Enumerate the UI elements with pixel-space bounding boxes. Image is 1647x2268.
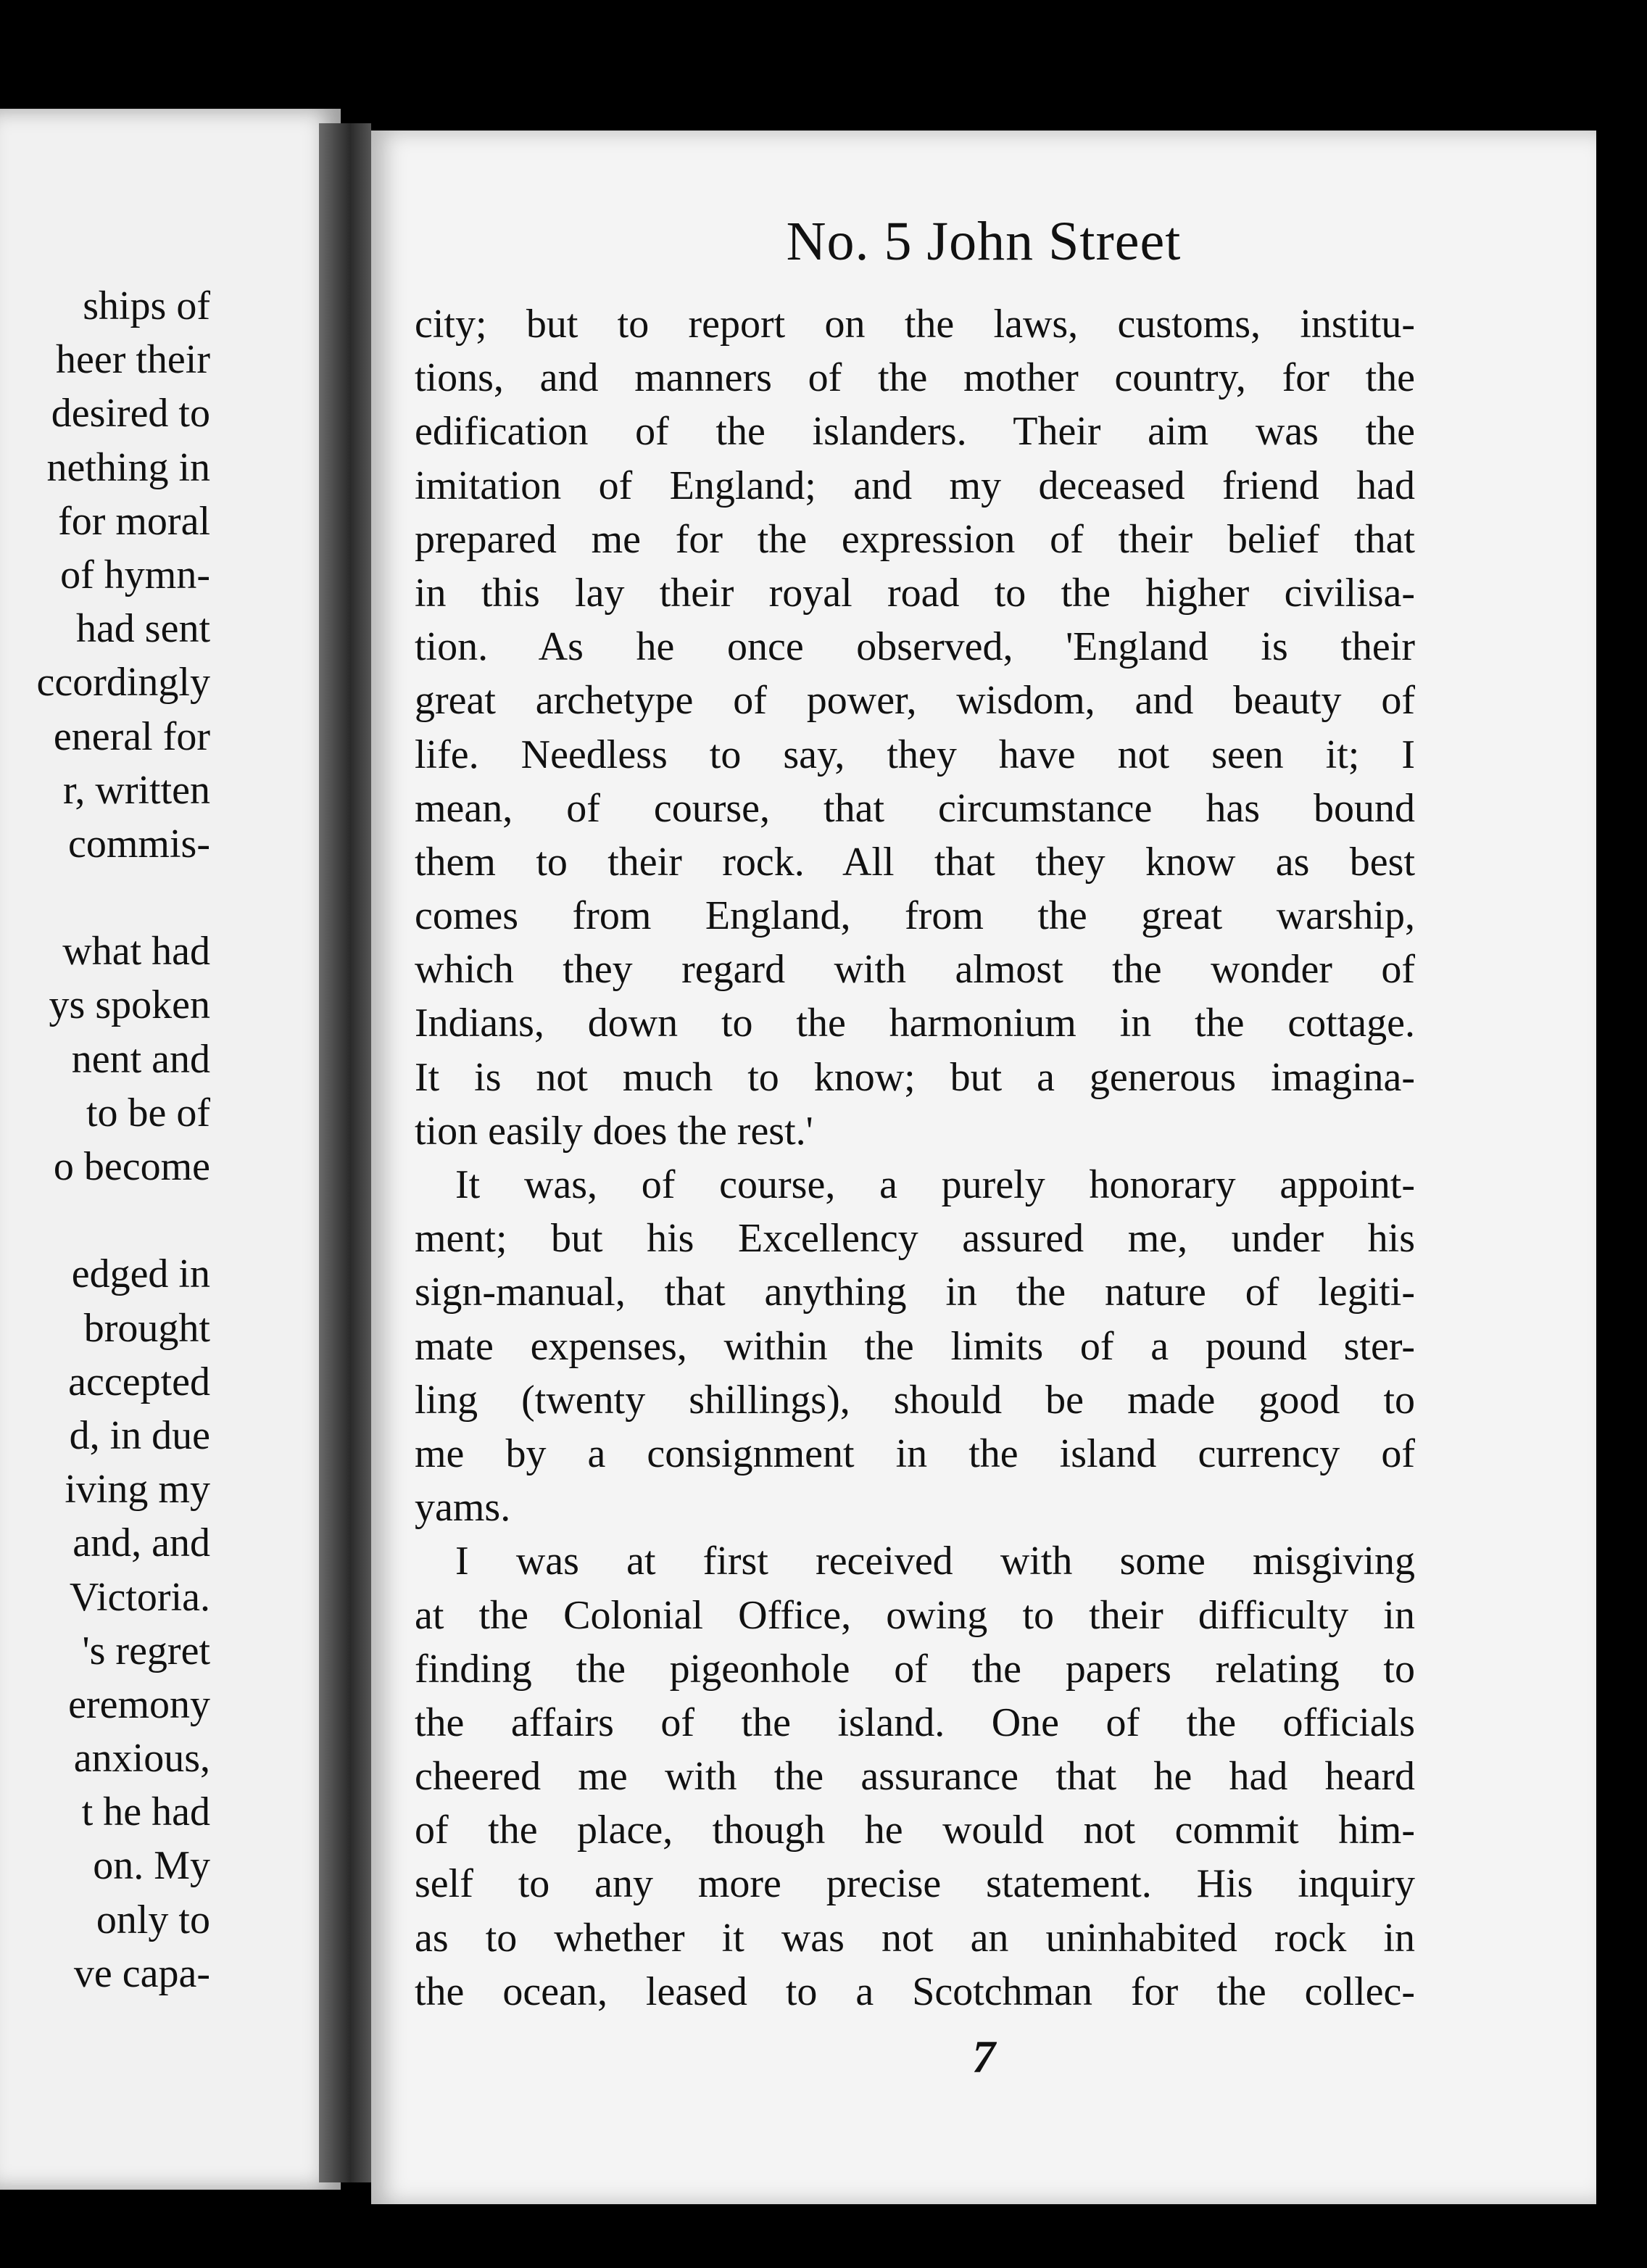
text-line: mate expenses, within the limits of a pound ster- bbox=[415, 1323, 1415, 1369]
text-line: great archetype of power, wisdom, and beauty of bbox=[415, 678, 1415, 724]
text-line: at the Colonial Office, owing to their difficulty in bbox=[415, 1592, 1415, 1638]
text-line: of the place, though he would not commit him- bbox=[415, 1808, 1415, 1853]
text-line: sign-manual, that anything in the nature of legiti- bbox=[415, 1270, 1415, 1315]
left-line: ve capa- bbox=[73, 1950, 210, 1996]
text-line: prepared me for the expression of their belief that bbox=[415, 516, 1415, 562]
text-line: mean, of course, that circumstance has bound bbox=[415, 785, 1415, 831]
left-line-blank bbox=[0, 871, 210, 924]
left-line: desired to bbox=[51, 391, 210, 436]
left-page bbox=[0, 109, 341, 2190]
paragraph-start-line: It was, of course, a purely honorary appoint- bbox=[455, 1162, 1415, 1207]
left-line: o become bbox=[53, 1144, 210, 1189]
text-line: imitation of England; and my deceased friend had bbox=[415, 463, 1415, 508]
text-line: city; but to report on the laws, customs, institu- bbox=[415, 302, 1415, 347]
left-line: eneral for bbox=[53, 713, 210, 759]
right-page bbox=[371, 131, 1596, 2204]
paragraph-start-line: I was at first received with some misgiving bbox=[455, 1539, 1415, 1584]
left-line: iving my bbox=[65, 1467, 210, 1512]
left-line: eremony bbox=[68, 1681, 210, 1727]
left-line: accepted bbox=[68, 1359, 210, 1404]
left-line: r, written bbox=[62, 767, 210, 813]
book-gutter bbox=[319, 123, 371, 2182]
text-line: the affairs of the island. One of the officials bbox=[415, 1700, 1415, 1745]
left-line: t he had bbox=[81, 1789, 210, 1835]
text-line: self to any more precise statement. His inquiry bbox=[415, 1861, 1415, 1907]
text-line: comes from England, from the great warship, bbox=[415, 893, 1415, 939]
left-line: for moral bbox=[58, 498, 210, 544]
text-line: which they regard with almost the wonder of bbox=[415, 947, 1415, 993]
left-line: commis- bbox=[68, 821, 210, 866]
left-line: nent and bbox=[71, 1036, 210, 1082]
left-line: ccordingly bbox=[36, 660, 210, 705]
text-line: ling (twenty shillings), should be made good to bbox=[415, 1377, 1415, 1423]
text-line: tions, and manners of the mother country, for the bbox=[415, 355, 1415, 401]
body-text bbox=[415, 297, 1415, 2019]
text-line: yams. bbox=[415, 1485, 511, 1531]
left-line: anxious, bbox=[73, 1736, 210, 1781]
text-line: tion easily does the rest.' bbox=[415, 1108, 813, 1154]
left-line: ys spoken bbox=[49, 982, 210, 1028]
text-line: as to whether it was not an uninhabited rock in bbox=[415, 1915, 1415, 1961]
left-line: brought bbox=[83, 1305, 210, 1351]
left-line: nething in bbox=[46, 444, 210, 490]
text-line: It is not much to know; but a generous imagina- bbox=[415, 1054, 1415, 1100]
left-line: heer their bbox=[56, 337, 210, 383]
text-line: them to their rock. All that they know as best bbox=[415, 839, 1415, 885]
left-line: ships of bbox=[83, 284, 210, 328]
left-page-text bbox=[0, 279, 210, 2000]
text-line: finding the pigeonhole of the papers relating to bbox=[415, 1646, 1415, 1692]
left-line: 's regret bbox=[82, 1628, 210, 1673]
text-line: in this lay their royal road to the higher civilisa- bbox=[415, 570, 1415, 616]
left-line: only to bbox=[96, 1897, 210, 1942]
text-line: ment; but his Excellency assured me, under his bbox=[415, 1216, 1415, 1262]
text-line: life. Needless to say, they have not seen it; I bbox=[415, 732, 1415, 777]
text-line: tion. As he once observed, 'England is their bbox=[415, 624, 1415, 670]
running-head: No. 5 John Street bbox=[786, 211, 1182, 272]
left-line: had sent bbox=[75, 606, 210, 652]
left-line: d, in due bbox=[69, 1412, 210, 1458]
left-line: of hymn- bbox=[60, 552, 210, 597]
text-line: me by a consignment in the island currency of bbox=[415, 1431, 1415, 1476]
text-line: edification of the islanders. Their aim was the bbox=[415, 409, 1415, 455]
left-line: on. My bbox=[93, 1843, 210, 1889]
left-line-blank bbox=[0, 1193, 210, 1247]
text-line: Indians, down to the harmonium in the cottage. bbox=[415, 1001, 1415, 1046]
left-line: what had bbox=[62, 929, 210, 974]
left-line: Victoria. bbox=[69, 1574, 210, 1620]
text-line: cheered me with the assurance that he had heard bbox=[415, 1754, 1415, 1800]
left-line: to be of bbox=[86, 1090, 210, 1135]
text-line: the ocean, leased to a Scotchman for the collec- bbox=[415, 1969, 1415, 2014]
page-number: 7 bbox=[972, 2031, 995, 2082]
left-line: edged in bbox=[71, 1251, 210, 1297]
left-line: and, and bbox=[72, 1520, 210, 1566]
